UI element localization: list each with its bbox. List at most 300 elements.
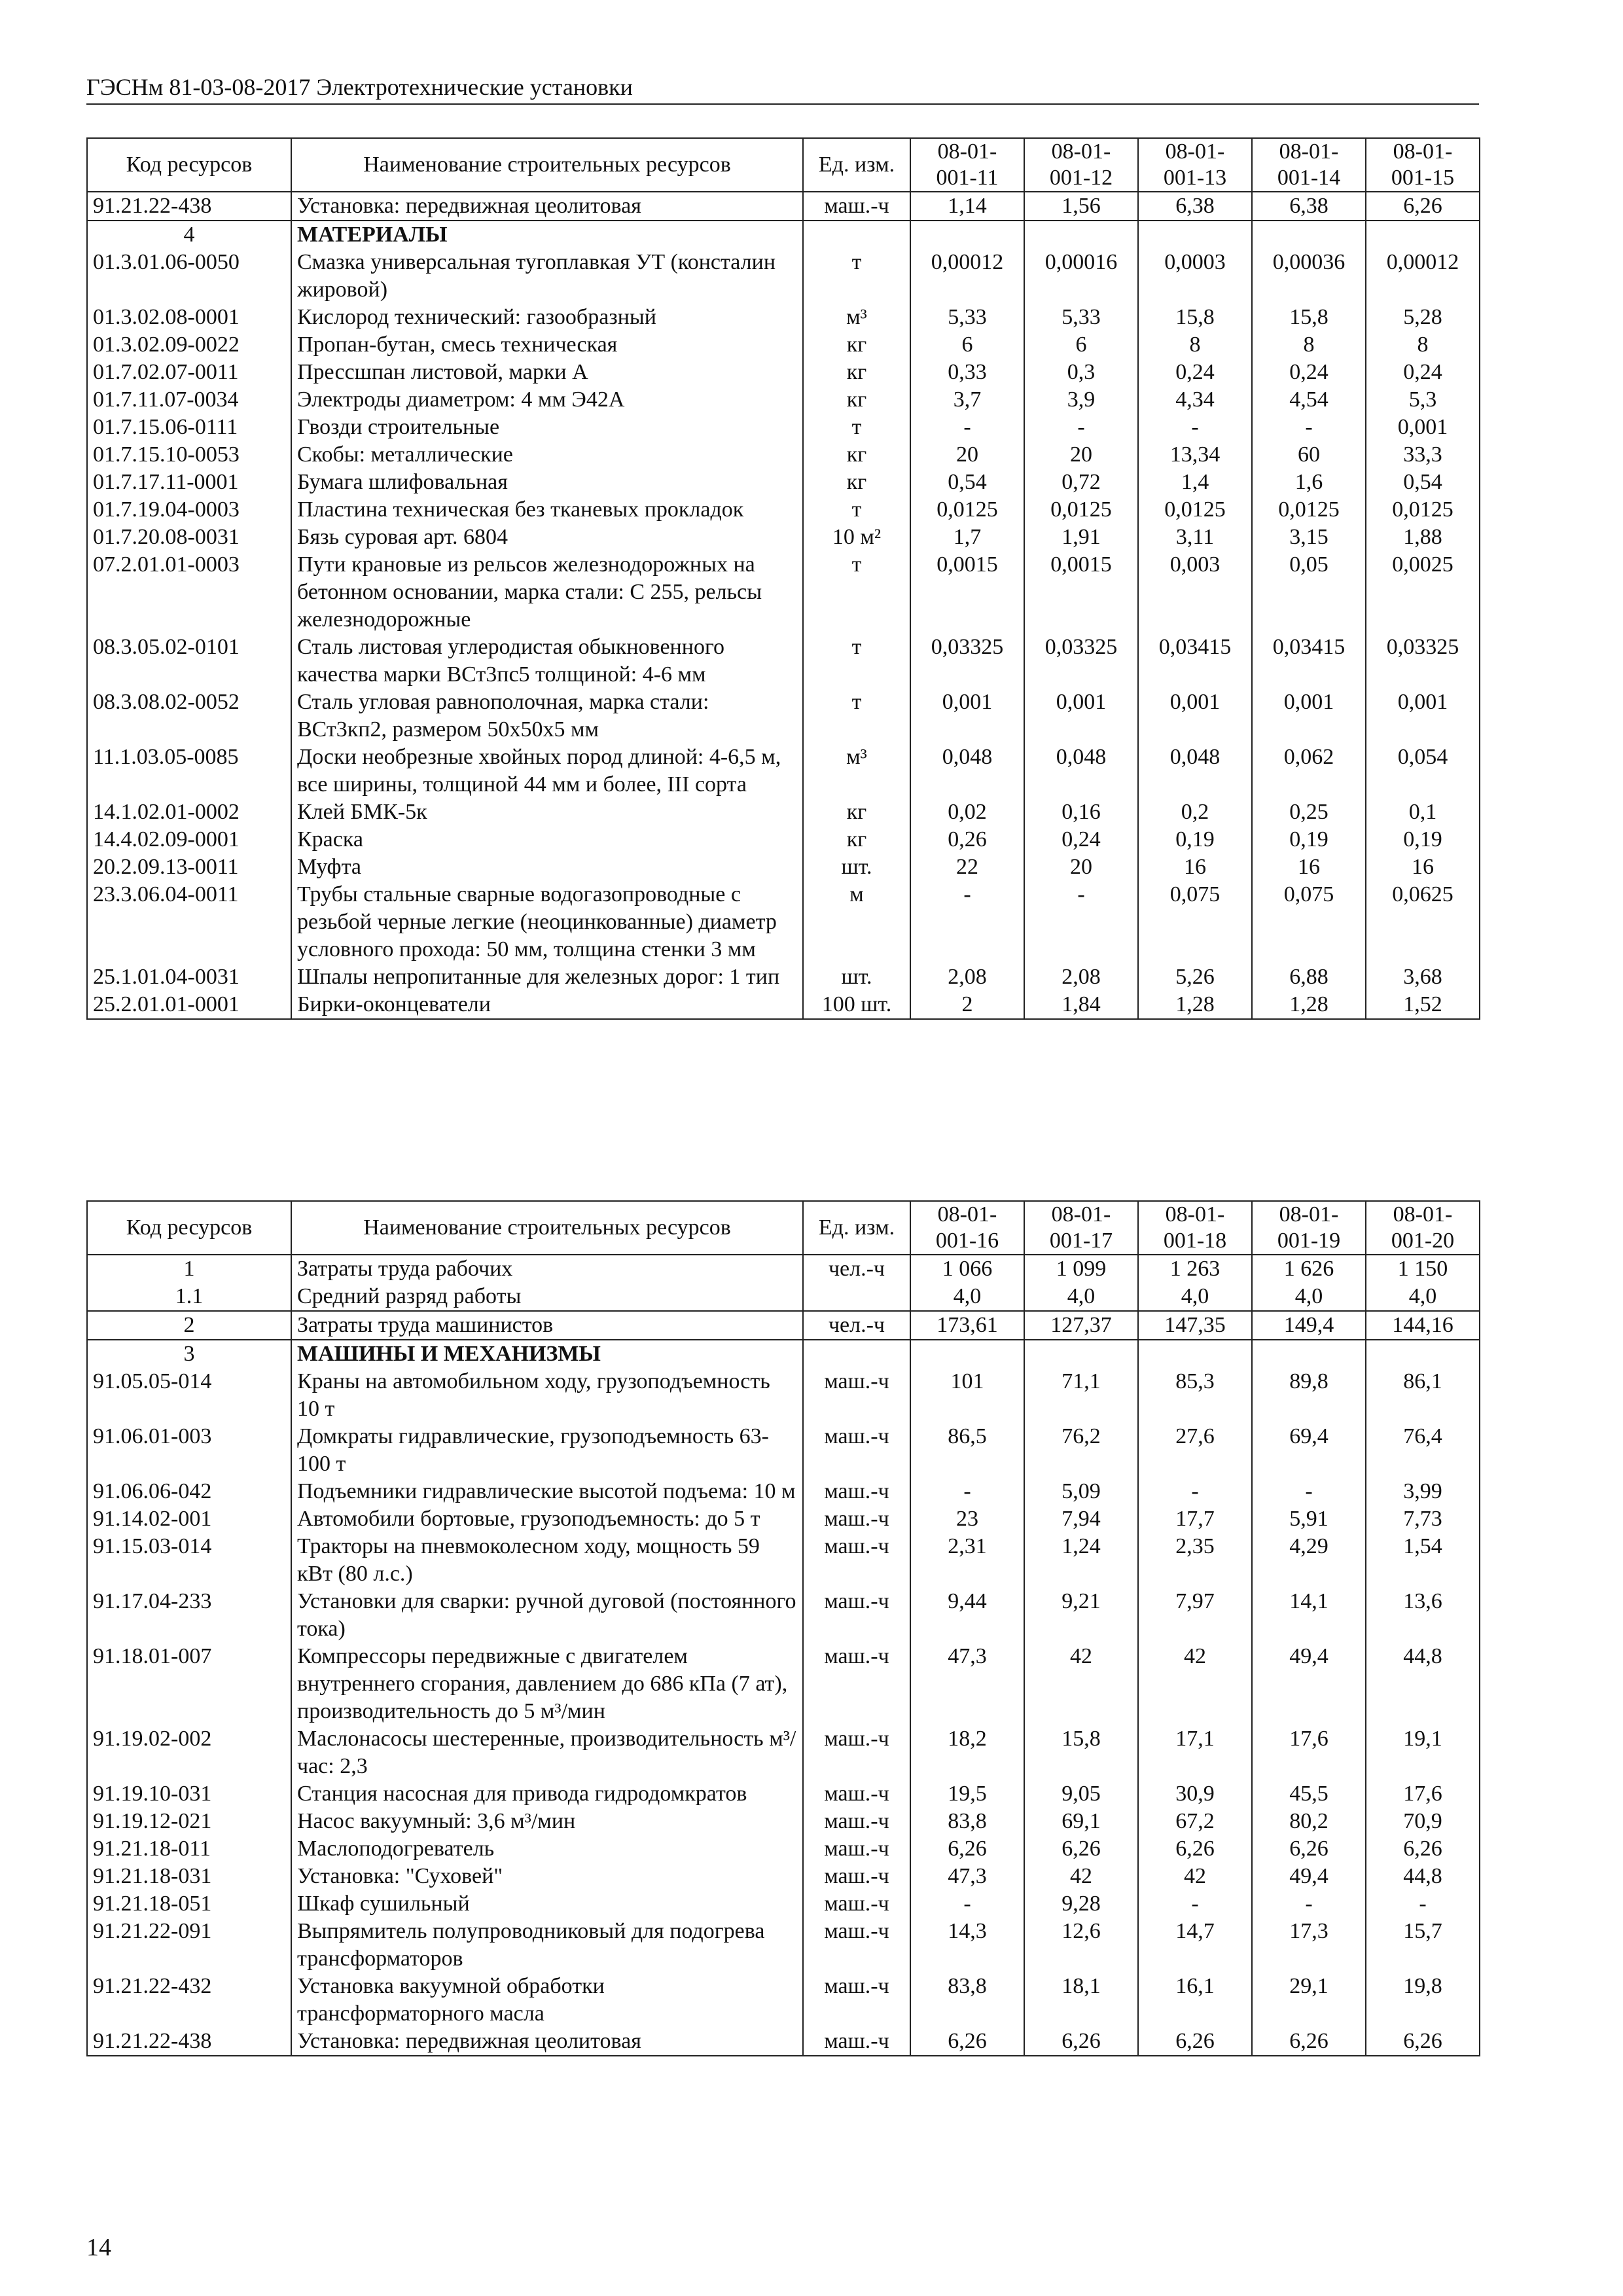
norm-value: 6,38 xyxy=(1138,192,1252,221)
norm-value: 0,72 xyxy=(1024,469,1138,496)
norm-value: - xyxy=(1252,1478,1366,1505)
norm-value: 44,8 xyxy=(1366,1863,1480,1890)
norm-value: 20 xyxy=(1024,853,1138,881)
norm-value: 47,3 xyxy=(910,1643,1024,1725)
norm-value: 0,54 xyxy=(910,469,1024,496)
unit-cell: маш.-ч xyxy=(803,1423,910,1478)
norm-value: 47,3 xyxy=(910,1863,1024,1890)
norm-value: 29,1 xyxy=(1252,1973,1366,2028)
resource-code: 91.21.18-051 xyxy=(87,1890,291,1918)
norm-value: - xyxy=(1138,414,1252,441)
norm-value: 1,88 xyxy=(1366,524,1480,551)
resource-name: Тракторы на пневмоколесном ходу, мощность 59 кВт (80 л.с.) xyxy=(291,1533,803,1588)
norm-value: 8 xyxy=(1366,331,1480,359)
norm-value: 15,8 xyxy=(1024,1725,1138,1780)
resource-code: 4 xyxy=(87,221,291,249)
norm-value: 2,08 xyxy=(1024,963,1138,991)
norm-value: 9,44 xyxy=(910,1588,1024,1643)
resource-code: 91.19.10-031 xyxy=(87,1780,291,1808)
resource-code: 91.18.01-007 xyxy=(87,1643,291,1725)
unit-cell: шт. xyxy=(803,853,910,881)
resource-code: 91.19.02-002 xyxy=(87,1725,291,1780)
norm-value: 3,7 xyxy=(910,386,1024,414)
table-row xyxy=(87,469,1480,496)
norm-value: 6,38 xyxy=(1252,192,1366,221)
unit-cell: маш.-ч xyxy=(803,1505,910,1533)
norm-value: 0,00036 xyxy=(1252,249,1366,304)
unit-cell: т xyxy=(803,634,910,689)
norm-value: - xyxy=(910,1478,1024,1505)
norm-value: 83,8 xyxy=(910,1808,1024,1835)
norm-value: - xyxy=(1024,881,1138,963)
norm-value: 19,8 xyxy=(1366,1973,1480,2028)
norm-value: 1,6 xyxy=(1252,469,1366,496)
norm-value: 1,56 xyxy=(1024,192,1138,221)
norm-value: 5,26 xyxy=(1138,963,1252,991)
norm-value: 173,61 xyxy=(910,1311,1024,1340)
unit-cell: маш.-ч xyxy=(803,1863,910,1890)
norm-value: 0,19 xyxy=(1366,826,1480,853)
norm-value: 0,2 xyxy=(1138,798,1252,826)
norm-value: 7,97 xyxy=(1138,1588,1252,1643)
resource-code: 91.14.02-001 xyxy=(87,1505,291,1533)
norm-value: 0,25 xyxy=(1252,798,1366,826)
resource-code: 01.3.01.06-0050 xyxy=(87,249,291,304)
col-header-unit: Ед. изм. xyxy=(803,1201,910,1255)
norm-value: 86,1 xyxy=(1366,1368,1480,1423)
col-header-name: Наименование строительных ресурсов xyxy=(291,138,803,192)
norm-value: 45,5 xyxy=(1252,1780,1366,1808)
norm-value: - xyxy=(1366,1890,1480,1918)
unit-cell: т xyxy=(803,689,910,744)
norm-value: 6,26 xyxy=(910,1835,1024,1863)
norm-value: 19,1 xyxy=(1366,1725,1480,1780)
resource-code: 08.3.05.02-0101 xyxy=(87,634,291,689)
norm-value: 0,02 xyxy=(910,798,1024,826)
norm-value: 0,0625 xyxy=(1366,881,1480,963)
resource-name: Установка: передвижная цеолитовая xyxy=(291,2028,803,2056)
norm-value: 85,3 xyxy=(1138,1368,1252,1423)
table-row xyxy=(87,331,1480,359)
norm-value: 0,0125 xyxy=(1024,496,1138,524)
norm-value: 0,0125 xyxy=(1252,496,1366,524)
table-row xyxy=(87,359,1480,386)
resource-code: 91.21.22-432 xyxy=(87,1973,291,2028)
norm-value: 6,26 xyxy=(910,2028,1024,2056)
unit-cell: маш.-ч xyxy=(803,1478,910,1505)
resource-code: 20.2.09.13-0011 xyxy=(87,853,291,881)
norm-value: 0,0125 xyxy=(1138,496,1252,524)
resource-name: Бирки-оконцеватели xyxy=(291,991,803,1019)
norm-value: 0,03415 xyxy=(1252,634,1366,689)
resource-name: Компрессоры передвижные с двигателем внутреннего сгорания, давлением до 686 кПа (7 ат), производительность до 5 м³/мин xyxy=(291,1643,803,1725)
norm-value: 4,0 xyxy=(1138,1283,1252,1311)
table-row xyxy=(87,634,1480,689)
unit-cell: кг xyxy=(803,441,910,469)
table-row xyxy=(87,1588,1480,1643)
resource-name: Электроды диаметром: 4 мм Э42А xyxy=(291,386,803,414)
resource-name: Пластина техническая без тканевых прокладок xyxy=(291,496,803,524)
resource-name: Кислород технический: газообразный xyxy=(291,304,803,331)
resource-name: Шпалы непропитанные для железных дорог: 1 тип xyxy=(291,963,803,991)
table-row xyxy=(87,1311,1480,1340)
unit-cell: кг xyxy=(803,826,910,853)
norm-value: 0,0015 xyxy=(910,551,1024,634)
resource-name: Краска xyxy=(291,826,803,853)
col-header-code: Код ресурсов xyxy=(87,138,291,192)
norm-value: 0,075 xyxy=(1252,881,1366,963)
norm-value: 16 xyxy=(1252,853,1366,881)
col-header-name: Наименование строительных ресурсов xyxy=(291,1201,803,1255)
norm-value: 76,4 xyxy=(1366,1423,1480,1478)
norm-value: - xyxy=(1138,1890,1252,1918)
resource-code: 91.21.22-091 xyxy=(87,1918,291,1973)
norm-value: 14,1 xyxy=(1252,1588,1366,1643)
unit-cell: маш.-ч xyxy=(803,1780,910,1808)
unit-cell: кг xyxy=(803,469,910,496)
norm-value: - xyxy=(1138,1478,1252,1505)
col-header-norm: 08-01- 001-20 xyxy=(1366,1201,1480,1255)
norm-value: 0,00012 xyxy=(1366,249,1480,304)
resource-code: 91.21.22-438 xyxy=(87,192,291,221)
norm-value: 17,3 xyxy=(1252,1918,1366,1973)
norm-value: 6,26 xyxy=(1252,1835,1366,1863)
norm-value: 149,4 xyxy=(1252,1311,1366,1340)
norm-value: 8 xyxy=(1138,331,1252,359)
resource-name: Прессшпан листовой, марки А xyxy=(291,359,803,386)
norm-value: 20 xyxy=(1024,441,1138,469)
table-row xyxy=(87,1283,1480,1311)
table-row xyxy=(87,1643,1480,1725)
norm-value xyxy=(1252,1340,1366,1368)
table-row xyxy=(87,1835,1480,1863)
resource-code: 01.3.02.08-0001 xyxy=(87,304,291,331)
unit-cell: кг xyxy=(803,359,910,386)
col-header-norm: 08-01- 001-17 xyxy=(1024,1201,1138,1255)
unit-cell: маш.-ч xyxy=(803,192,910,221)
table-row xyxy=(87,1973,1480,2028)
norm-value xyxy=(1024,221,1138,249)
norm-value: 5,33 xyxy=(1024,304,1138,331)
norm-value: 7,73 xyxy=(1366,1505,1480,1533)
table-row xyxy=(87,689,1480,744)
resource-code: 01.7.17.11-0001 xyxy=(87,469,291,496)
norm-value: 6 xyxy=(910,331,1024,359)
table-row xyxy=(87,496,1480,524)
resource-code: 01.7.15.06-0111 xyxy=(87,414,291,441)
norm-value: 0,19 xyxy=(1252,826,1366,853)
unit-cell: м³ xyxy=(803,304,910,331)
norm-value: 6,26 xyxy=(1366,192,1480,221)
table-row xyxy=(87,386,1480,414)
unit-cell: маш.-ч xyxy=(803,1890,910,1918)
resource-code: 1 xyxy=(87,1255,291,1283)
norm-value: 3,9 xyxy=(1024,386,1138,414)
resource-name: Затраты труда рабочих xyxy=(291,1255,803,1283)
norm-value xyxy=(1138,1340,1252,1368)
norm-value: - xyxy=(1252,414,1366,441)
norm-value: 5,28 xyxy=(1366,304,1480,331)
resource-name: МАШИНЫ И МЕХАНИЗМЫ xyxy=(291,1340,803,1368)
norm-value: 1 099 xyxy=(1024,1255,1138,1283)
resource-name: Затраты труда машинистов xyxy=(291,1311,803,1340)
norm-value: 0,03415 xyxy=(1138,634,1252,689)
resource-code: 91.21.18-011 xyxy=(87,1835,291,1863)
norm-value: 0,001 xyxy=(910,689,1024,744)
norm-value: 0,001 xyxy=(1138,689,1252,744)
norm-value: 17,1 xyxy=(1138,1725,1252,1780)
table-row xyxy=(87,1478,1480,1505)
norm-value: 3,99 xyxy=(1366,1478,1480,1505)
resource-code: 91.15.03-014 xyxy=(87,1533,291,1588)
resource-code: 01.7.11.07-0034 xyxy=(87,386,291,414)
resource-name: Маслонасосы шестеренные, производительность м³/час: 2,3 xyxy=(291,1725,803,1780)
norm-value: 0,19 xyxy=(1138,826,1252,853)
norm-value: 6,26 xyxy=(1252,2028,1366,2056)
table-row xyxy=(87,414,1480,441)
unit-cell: м xyxy=(803,881,910,963)
norm-value: 9,28 xyxy=(1024,1890,1138,1918)
norm-value: 127,37 xyxy=(1024,1311,1138,1340)
table-row xyxy=(87,1255,1480,1283)
norm-value: 0,062 xyxy=(1252,744,1366,798)
resource-name: Выпрямитель полупроводниковый для подогрева трансформаторов xyxy=(291,1918,803,1973)
norm-value: 1,7 xyxy=(910,524,1024,551)
norm-value: 33,3 xyxy=(1366,441,1480,469)
col-header-norm: 08-01- 001-13 xyxy=(1138,138,1252,192)
resource-name: Домкраты гидравлические, грузоподъемность 63-100 т xyxy=(291,1423,803,1478)
norm-value: 1,14 xyxy=(910,192,1024,221)
norm-value: 71,1 xyxy=(1024,1368,1138,1423)
norm-value: 7,94 xyxy=(1024,1505,1138,1533)
norm-value: 6,26 xyxy=(1024,2028,1138,2056)
unit-cell: чел.-ч xyxy=(803,1311,910,1340)
norm-value: 20 xyxy=(910,441,1024,469)
norm-value: 14,7 xyxy=(1138,1918,1252,1973)
resource-table-1 xyxy=(86,137,1480,1020)
norm-value: 22 xyxy=(910,853,1024,881)
norm-value: 2 xyxy=(910,991,1024,1019)
norm-value: 1,84 xyxy=(1024,991,1138,1019)
norm-value: 17,7 xyxy=(1138,1505,1252,1533)
resource-code: 01.7.20.08-0031 xyxy=(87,524,291,551)
norm-value: 1 066 xyxy=(910,1255,1024,1283)
unit-cell: кг xyxy=(803,798,910,826)
unit-cell: шт. xyxy=(803,963,910,991)
norm-value: 0,054 xyxy=(1366,744,1480,798)
norm-value: 4,0 xyxy=(1366,1283,1480,1311)
norm-value: 0,048 xyxy=(1024,744,1138,798)
resource-name: Сталь листовая углеродистая обыкновенного качества марки ВСт3пс5 толщиной: 4-6 мм xyxy=(291,634,803,689)
unit-cell: маш.-ч xyxy=(803,1533,910,1588)
resource-code: 01.7.15.10-0053 xyxy=(87,441,291,469)
resource-name: Смазка универсальная тугоплавкая УТ (консталин жировой) xyxy=(291,249,803,304)
norm-value: 15,7 xyxy=(1366,1918,1480,1973)
table-row xyxy=(87,1808,1480,1835)
table-row xyxy=(87,1505,1480,1533)
norm-value: 6 xyxy=(1024,331,1138,359)
unit-cell: кг xyxy=(803,331,910,359)
resource-code: 25.2.01.01-0001 xyxy=(87,991,291,1019)
table-row xyxy=(87,1368,1480,1423)
norm-value: - xyxy=(1024,414,1138,441)
norm-value: 15,8 xyxy=(1138,304,1252,331)
norm-value: 0,0125 xyxy=(1366,496,1480,524)
norm-value: 17,6 xyxy=(1252,1725,1366,1780)
unit-cell xyxy=(803,221,910,249)
norm-value: 0,05 xyxy=(1252,551,1366,634)
norm-value: 0,0015 xyxy=(1024,551,1138,634)
norm-value: 49,4 xyxy=(1252,1643,1366,1725)
section-row xyxy=(87,1340,1480,1368)
resource-code: 91.21.18-031 xyxy=(87,1863,291,1890)
norm-value: 13,6 xyxy=(1366,1588,1480,1643)
norm-value xyxy=(1366,1340,1480,1368)
norm-value: 18,2 xyxy=(910,1725,1024,1780)
resource-name: Установка: передвижная цеолитовая xyxy=(291,192,803,221)
table-row xyxy=(87,249,1480,304)
table-row xyxy=(87,963,1480,991)
norm-value: 16 xyxy=(1138,853,1252,881)
norm-value xyxy=(910,221,1024,249)
resource-name: Пути крановые из рельсов железнодорожных на бетонном основании, марка стали: С 255, рельсы железнодорожные xyxy=(291,551,803,634)
norm-value: 3,68 xyxy=(1366,963,1480,991)
table-row xyxy=(87,524,1480,551)
page-header: ГЭСНм 81-03-08-2017 Электротехнические установки xyxy=(86,73,1479,105)
norm-value: - xyxy=(910,414,1024,441)
norm-value: 6,88 xyxy=(1252,963,1366,991)
norm-value: 2,31 xyxy=(910,1533,1024,1588)
norm-value: 44,8 xyxy=(1366,1643,1480,1725)
resource-name: Бумага шлифовальная xyxy=(291,469,803,496)
norm-value: 89,8 xyxy=(1252,1368,1366,1423)
unit-cell: 100 шт. xyxy=(803,991,910,1019)
norm-value: 23 xyxy=(910,1505,1024,1533)
col-header-norm: 08-01- 001-19 xyxy=(1252,1201,1366,1255)
norm-value: 0,00012 xyxy=(910,249,1024,304)
norm-value: 0,3 xyxy=(1024,359,1138,386)
norm-value xyxy=(1366,221,1480,249)
table-row xyxy=(87,826,1480,853)
resource-name: МАТЕРИАЛЫ xyxy=(291,221,803,249)
norm-value: 27,6 xyxy=(1138,1423,1252,1478)
table-row xyxy=(87,853,1480,881)
norm-value: - xyxy=(910,1890,1024,1918)
unit-cell: маш.-ч xyxy=(803,1835,910,1863)
resource-code: 25.1.01.04-0031 xyxy=(87,963,291,991)
unit-cell: кг xyxy=(803,386,910,414)
unit-cell: маш.-ч xyxy=(803,2028,910,2056)
norm-value: 4,54 xyxy=(1252,386,1366,414)
norm-value: 42 xyxy=(1024,1863,1138,1890)
col-header-norm: 08-01- 001-16 xyxy=(910,1201,1024,1255)
norm-value: 42 xyxy=(1138,1643,1252,1725)
col-header-unit: Ед. изм. xyxy=(803,138,910,192)
norm-value: 76,2 xyxy=(1024,1423,1138,1478)
unit-cell: маш.-ч xyxy=(803,1725,910,1780)
resource-code: 08.3.08.02-0052 xyxy=(87,689,291,744)
resource-code: 91.21.22-438 xyxy=(87,2028,291,2056)
norm-value: 0,00016 xyxy=(1024,249,1138,304)
resource-name: Сталь угловая равнополочная, марка стали: ВСт3кп2, размером 50х50х5 мм xyxy=(291,689,803,744)
norm-value: 19,5 xyxy=(910,1780,1024,1808)
table-row xyxy=(87,1725,1480,1780)
section-row xyxy=(87,221,1480,249)
norm-value: 1 263 xyxy=(1138,1255,1252,1283)
col-header-norm: 08-01- 001-12 xyxy=(1024,138,1138,192)
norm-value: 17,6 xyxy=(1366,1780,1480,1808)
unit-cell: т xyxy=(803,496,910,524)
norm-value: 1,52 xyxy=(1366,991,1480,1019)
resource-name: Подъемники гидравлические высотой подъема: 10 м xyxy=(291,1478,803,1505)
norm-value: 16,1 xyxy=(1138,1973,1252,2028)
norm-value: 0,33 xyxy=(910,359,1024,386)
table-row xyxy=(87,551,1480,634)
norm-value: 0,24 xyxy=(1366,359,1480,386)
norm-value: 2,08 xyxy=(910,963,1024,991)
norm-value: 0,1 xyxy=(1366,798,1480,826)
unit-cell xyxy=(803,1340,910,1368)
resource-code: 91.05.05-014 xyxy=(87,1368,291,1423)
norm-value: 69,4 xyxy=(1252,1423,1366,1478)
norm-value: 147,35 xyxy=(1138,1311,1252,1340)
norm-value: 5,3 xyxy=(1366,386,1480,414)
unit-cell: маш.-ч xyxy=(803,1643,910,1725)
norm-value: 0,0025 xyxy=(1366,551,1480,634)
unit-cell: т xyxy=(803,414,910,441)
resource-code: 91.06.06-042 xyxy=(87,1478,291,1505)
table-row xyxy=(87,991,1480,1019)
col-header-norm: 08-01- 001-15 xyxy=(1366,138,1480,192)
norm-value: 0,24 xyxy=(1252,359,1366,386)
norm-value: 1,4 xyxy=(1138,469,1252,496)
norm-value: 0,001 xyxy=(1366,414,1480,441)
resource-name: Пропан-бутан, смесь техническая xyxy=(291,331,803,359)
table-header-row xyxy=(87,138,1480,192)
unit-cell: т xyxy=(803,249,910,304)
page-number: 14 xyxy=(86,2234,111,2261)
unit-cell: м³ xyxy=(803,744,910,798)
norm-value: 0,24 xyxy=(1138,359,1252,386)
norm-value xyxy=(1024,1340,1138,1368)
norm-value: 3,11 xyxy=(1138,524,1252,551)
norm-value: 0,03325 xyxy=(1024,634,1138,689)
norm-value: 4,0 xyxy=(1252,1283,1366,1311)
resource-name: Насос вакуумный: 3,6 м³/мин xyxy=(291,1808,803,1835)
unit-cell: маш.-ч xyxy=(803,1588,910,1643)
unit-cell: маш.-ч xyxy=(803,1918,910,1973)
col-header-norm: 08-01- 001-14 xyxy=(1252,138,1366,192)
norm-value: 0,0003 xyxy=(1138,249,1252,304)
norm-value: 30,9 xyxy=(1138,1780,1252,1808)
norm-value: 0,16 xyxy=(1024,798,1138,826)
norm-value: 0,24 xyxy=(1024,826,1138,853)
norm-value xyxy=(1252,221,1366,249)
unit-cell: маш.-ч xyxy=(803,1368,910,1423)
norm-value: 4,0 xyxy=(1024,1283,1138,1311)
norm-value: 5,91 xyxy=(1252,1505,1366,1533)
resource-code: 91.19.12-021 xyxy=(87,1808,291,1835)
norm-value: 86,5 xyxy=(910,1423,1024,1478)
table-row xyxy=(87,1533,1480,1588)
resource-code: 07.2.01.01-0003 xyxy=(87,551,291,634)
norm-value: 70,9 xyxy=(1366,1808,1480,1835)
resource-code: 11.1.03.05-0085 xyxy=(87,744,291,798)
norm-value: 69,1 xyxy=(1024,1808,1138,1835)
resource-name: Доски необрезные хвойных пород длиной: 4-6,5 м, все ширины, толщиной 44 мм и более, III сорта xyxy=(291,744,803,798)
resource-code: 91.06.01-003 xyxy=(87,1423,291,1478)
norm-value: 16 xyxy=(1366,853,1480,881)
